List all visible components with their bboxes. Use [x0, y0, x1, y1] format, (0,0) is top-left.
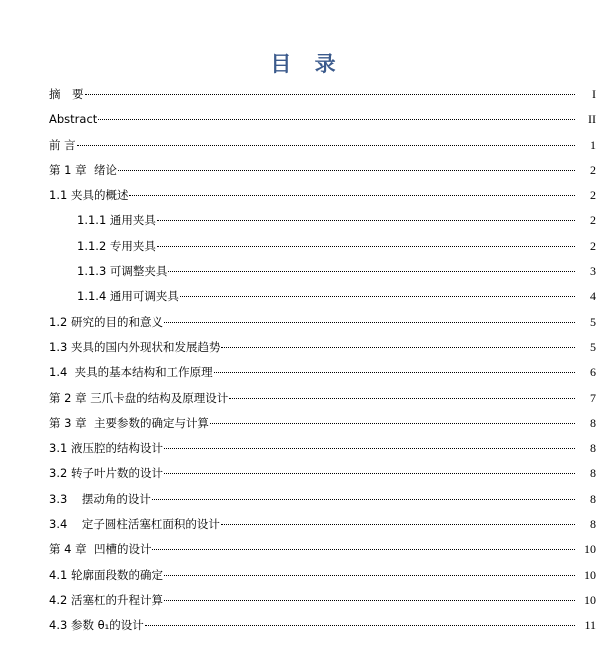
toc-entry-text: 1.3 夹具的国内外现状和发展趋势 [49, 339, 221, 354]
toc-entry-text: 3.4 定子圆柱活塞杠面积的设计 [49, 517, 220, 532]
toc-entry[interactable] [0, 565, 614, 590]
toc-entry-text: 3.2 转子叶片数的设计 [49, 466, 163, 481]
dot-leader [214, 371, 575, 373]
toc-entry-text: 1.1.2 专用夹具 [77, 238, 156, 253]
toc-entry-text: 4.2 活塞杠的升程计算 [49, 592, 163, 607]
dot-leader [152, 548, 575, 550]
toc-entry-page: 4 [590, 289, 596, 304]
dot-leader [164, 321, 575, 323]
toc-entry[interactable] [0, 539, 614, 564]
toc-entry-page: 3 [590, 264, 596, 279]
toc-entry[interactable] [0, 84, 614, 109]
dot-leader [118, 169, 575, 171]
toc-entry-text: 摘 要 [49, 87, 84, 101]
toc-entry-text: 前 言 [49, 137, 76, 152]
toc-entry-text: 1.2 研究的目的和意义 [49, 314, 163, 329]
dot-leader [210, 422, 575, 424]
dot-leader [221, 346, 575, 348]
dot-leader [164, 574, 575, 576]
toc-entry-page: 8 [590, 491, 596, 506]
dot-leader [164, 472, 575, 474]
toc-entry[interactable] [0, 337, 614, 362]
toc-entry[interactable] [0, 489, 614, 514]
toc-entry-page: 1 [590, 137, 596, 152]
dot-leader [164, 599, 575, 601]
toc-entry-text: 1.1.3 可调整夹具 [77, 264, 168, 279]
toc-entry[interactable] [0, 160, 614, 185]
toc-entry[interactable] [0, 362, 614, 387]
toc-entry-page: 2 [590, 213, 596, 228]
toc-entry-page: 7 [590, 390, 596, 405]
toc-entry[interactable] [0, 463, 614, 488]
toc-entry-text: 第 1 章 绪论 [49, 162, 117, 177]
toc-entry-page: 5 [590, 339, 596, 354]
toc-entry-page: 10 [584, 592, 596, 607]
toc-entry-text: 1.1.1 通用夹具 [77, 213, 156, 228]
dot-leader [129, 194, 575, 196]
toc-entry[interactable] [0, 438, 614, 463]
dot-leader [152, 498, 575, 500]
toc-entry[interactable] [0, 413, 614, 438]
toc-entry[interactable] [0, 210, 614, 235]
toc-entry-page: 10 [584, 567, 596, 582]
toc-entry[interactable] [0, 109, 614, 134]
dot-leader [229, 397, 575, 399]
toc-entry-page: 8 [590, 466, 596, 481]
toc-entry[interactable] [0, 615, 614, 640]
dot-leader [157, 245, 575, 247]
toc-entry-text: 3.1 液压腔的结构设计 [49, 441, 163, 456]
toc-entry-page: 8 [590, 441, 596, 456]
toc-entry-page: 10 [584, 542, 596, 557]
dot-leader [180, 295, 575, 297]
table-of-contents [0, 84, 614, 641]
toc-entry-text: 第 4 章 凹槽的设计 [49, 542, 152, 557]
toc-entry-text: 1.1 夹具的概述 [49, 188, 129, 203]
toc-entry-page: 2 [590, 162, 596, 177]
toc-entry-text: 第 3 章 主要参数的确定与计算 [49, 415, 209, 430]
toc-entry-page: 8 [590, 415, 596, 430]
dot-leader [221, 523, 575, 525]
toc-entry[interactable] [0, 312, 614, 337]
toc-entry-page: 2 [590, 238, 596, 253]
toc-title: 目 录 [270, 52, 344, 76]
toc-entry-text: 3.3 摆动角的设计 [49, 491, 151, 506]
dot-leader [85, 93, 576, 95]
dot-leader [164, 447, 575, 449]
toc-entry-text: 4.1 轮廓面段数的确定 [49, 567, 163, 582]
toc-entry-page: II [588, 112, 596, 127]
toc-entry-page: 8 [590, 517, 596, 532]
toc-entry-text: 4.3 参数 θ₁的设计 [49, 618, 144, 633]
toc-entry-text: 1.1.4 通用可调夹具 [77, 289, 179, 304]
toc-entry-page: 5 [590, 314, 596, 329]
toc-entry[interactable] [0, 388, 614, 413]
dot-leader [168, 270, 575, 272]
toc-entry-text: 1.4 夹具的基本结构和工作原理 [49, 365, 213, 380]
dot-leader [145, 624, 575, 626]
toc-entry[interactable] [0, 514, 614, 539]
toc-entry-page: I [592, 87, 596, 101]
toc-entry[interactable] [0, 135, 614, 160]
toc-entry[interactable] [0, 286, 614, 311]
toc-entry-page: 11 [584, 618, 596, 633]
dot-leader [157, 219, 575, 221]
toc-entry-text: Abstract [49, 112, 98, 127]
toc-entry-text: 第 2 章 三爪卡盘的结构及原理设计 [49, 390, 229, 405]
toc-entry-page: 2 [590, 188, 596, 203]
toc-entry[interactable] [0, 261, 614, 286]
dot-leader [77, 144, 575, 146]
dot-leader [98, 118, 575, 120]
toc-entry[interactable] [0, 236, 614, 261]
toc-entry-page: 6 [590, 365, 596, 380]
toc-entry[interactable] [0, 590, 614, 615]
toc-entry[interactable] [0, 185, 614, 210]
